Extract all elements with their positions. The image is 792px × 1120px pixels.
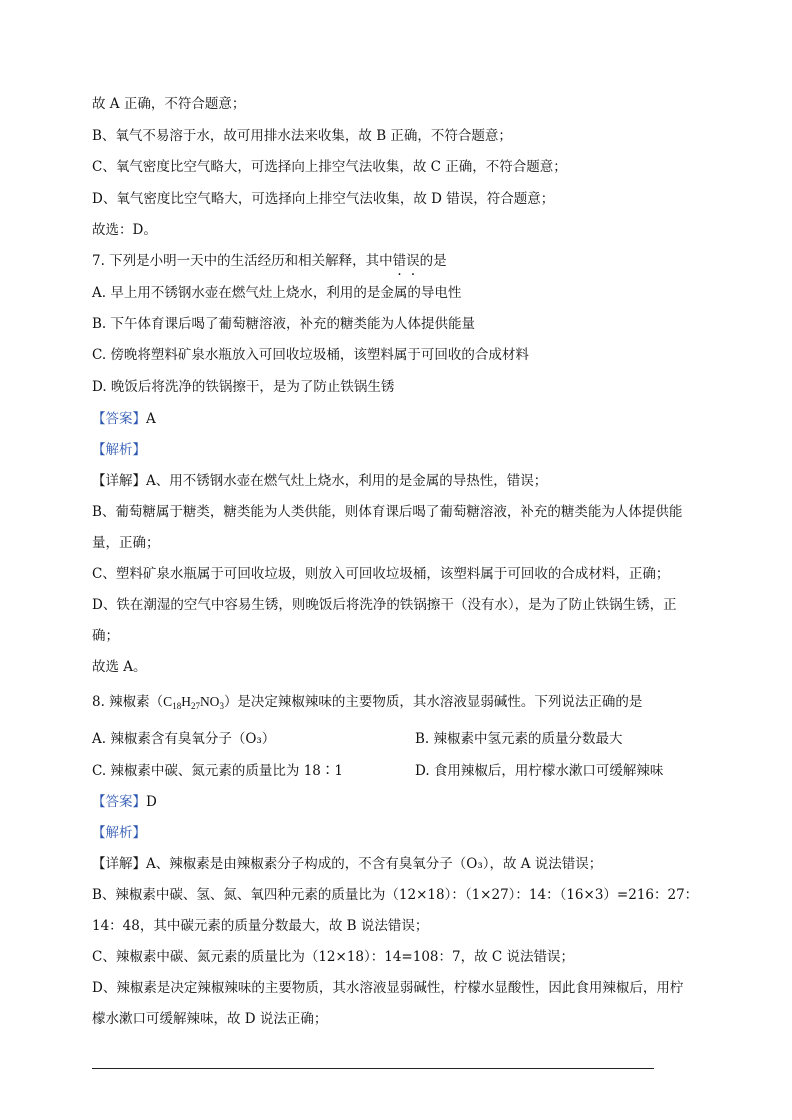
- detail-text: A、用不锈钢水壶在燃气灶上烧水，利用的是金属的导热性，错误；: [146, 473, 548, 489]
- answer-value: D: [146, 794, 157, 810]
- detail-line: 故选 A。: [92, 659, 147, 675]
- detail-line: B、辣椒素中碳、氢、氮、氧四种元素的质量比为（12×18）：（1×27）：14：（16×3）=216：27：: [92, 887, 699, 903]
- option-b: B. 下午体育课后喝了葡萄糖溶液，补充的糖类能为人体提供能量: [92, 316, 476, 332]
- detail-line: [92, 471, 547, 491]
- analysis-tag: 【解析】: [92, 442, 146, 458]
- detail-line: 确；: [92, 628, 119, 644]
- option-d: D. 食用辣椒后，用柠檬水漱口可缓解辣味: [415, 763, 664, 779]
- detail-text: A、辣椒素是由辣椒素分子构成的，不含有臭氧分子（O₃），故 A 说法错误；: [146, 856, 603, 872]
- formula-subscript: 18: [172, 701, 182, 711]
- formula-element: H: [181, 694, 191, 709]
- answer-line: [92, 792, 157, 812]
- answer-value: A: [146, 411, 156, 427]
- formula-element: NO: [199, 694, 220, 709]
- stem-text: ）是决定辣椒辣味的主要物质，其水溶液显弱碱性。下列说法正确的是: [223, 694, 643, 710]
- emphasis-char: 误: [406, 253, 420, 269]
- option-d: D. 晚饭后将洗净的铁锅擦干，是为了防止铁锅生锈: [92, 379, 395, 395]
- text-line: D、氧气密度比空气略大，可选择向上排空气法收集，故 D 错误，符合题意；: [92, 191, 555, 207]
- chemical-formula: [163, 694, 224, 709]
- stem-text: 7. 下列是小明一天中的生活经历和相关解释，其中: [92, 253, 393, 269]
- detail-line: 14：48，其中碳元素的质量分数最大，故 B 说法错误；: [92, 918, 429, 934]
- text-line: 故 A 正确，不符合题意；: [92, 96, 246, 112]
- footer-divider: [92, 1068, 654, 1069]
- detail-line: 檬水漱口可缓解辣味，故 D 说法正确；: [92, 1011, 328, 1027]
- formula-element: C: [163, 694, 173, 709]
- emphasis-char: 错: [392, 253, 407, 269]
- option-b: B. 辣椒素中氢元素的质量分数最大: [415, 731, 623, 747]
- question-8-stem: [92, 692, 642, 712]
- detail-line: C、塑料矿泉水瓶属于可回收垃圾，则放入可回收垃圾桶，该塑料属于可回收的合成材料，正确；: [92, 566, 670, 582]
- option-a: A. 早上用不锈钢水壶在燃气灶上烧水，利用的是金属的导电性: [92, 285, 462, 301]
- analysis-tag: 【解析】: [92, 825, 146, 841]
- answer-line: [92, 409, 156, 429]
- answer-tag: 【答案】: [92, 794, 146, 810]
- detail-line: [92, 854, 602, 874]
- text-line: 故选：D。: [92, 222, 157, 238]
- detail-line: D、辣椒素是决定辣椒辣味的主要物质，其水溶液显弱碱性，柠檬水显酸性，因此食用辣椒后，用柠: [92, 980, 684, 996]
- option-a: A. 辣椒素含有臭氧分子（O₃）: [92, 731, 276, 747]
- stem-text: 的是: [419, 253, 447, 269]
- formula-subscript: 3: [219, 701, 224, 711]
- detail-line: 量，正确；: [92, 535, 160, 551]
- answer-tag: 【答案】: [92, 411, 146, 427]
- detail-line: B、葡萄糖属于糖类，糖类能为人类供能，则体育课后喝了葡萄糖溶液，补充的糖类能为人体提供能: [92, 504, 683, 520]
- option-c: C. 傍晚将塑料矿泉水瓶放入可回收垃圾桶，该塑料属于可回收的合成材料: [92, 347, 529, 363]
- formula-subscript: 27: [190, 701, 200, 711]
- detail-line: C、辣椒素中碳、氮元素的质量比为（12×18）：14=108：7，故 C 说法错误；: [92, 949, 575, 965]
- detail-line: D、铁在潮湿的空气中容易生锈，则晚饭后将洗净的铁锅擦干（没有水），是为了防止铁锅生锈，正: [92, 597, 677, 613]
- detail-tag: 【详解】: [92, 473, 146, 489]
- text-line: B、氧气不易溶于水，故可用排水法来收集，故 B 正确，不符合题意；: [92, 128, 512, 144]
- option-c: C. 辣椒素中碳、氮元素的质量比为 18∶1: [92, 763, 343, 779]
- question-7-stem: [92, 251, 447, 271]
- text-line: C、氧气密度比空气略大，可选择向上排空气法收集，故 C 正确，不符合题意；: [92, 159, 567, 175]
- detail-tag: 【详解】: [92, 856, 146, 872]
- stem-text: 8. 辣椒素（: [92, 694, 164, 710]
